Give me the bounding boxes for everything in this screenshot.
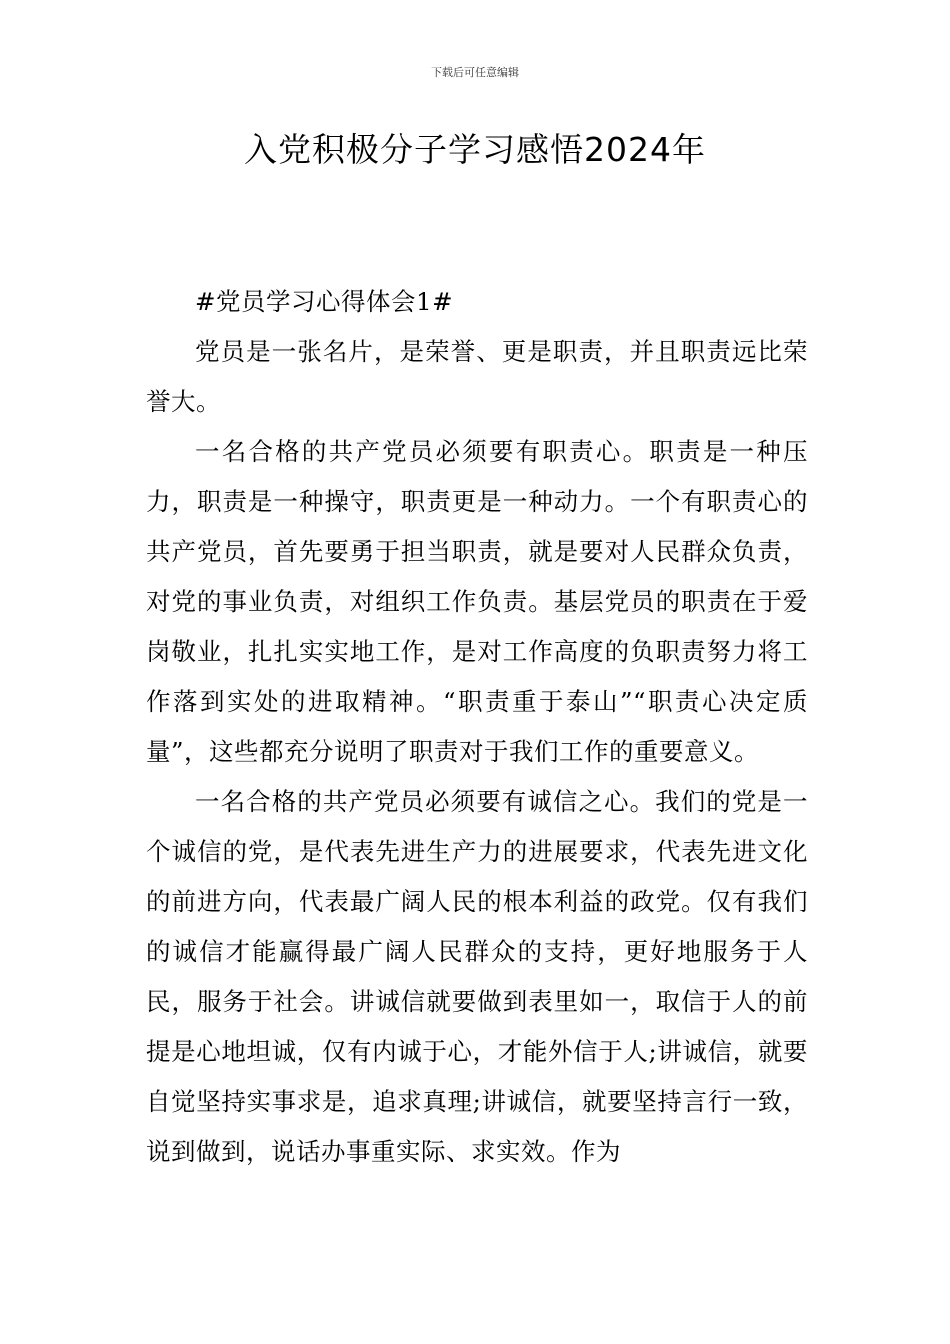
document-body (146, 277, 808, 1177)
paragraph: 党员是一张名片，是荣誉、更是职责，并且职责远比荣誉大。 (146, 337, 808, 416)
page-header-note: 下载后可任意编辑 (431, 66, 519, 79)
paragraph: 一名合格的共产党员必须要有诚信之心。我们的党是一个诚信的党，是代表先进生产力的进展要求，代表先进文化的前进方向，代表最广阔人民的根本利益的政党。仅有我们的诚信才能赢得最广阔人民群众的支持，更好地服务于人民，服务于社会。讲诚信就要做到表里如一，取信于人的前提是心地坦诚，仅有内诚于心，才能外信于人;讲诚信，就要自觉坚持实事求是，追求真理;讲诚信，就要坚持言行一致，说到做到，说话办事重实际、求实效。作为 (146, 787, 808, 1166)
section-heading: #党员学习心得体会1# (195, 287, 454, 316)
paragraph: 一名合格的共产党员必须要有职责心。职责是一种压力，职责是一种操守，职责更是一种动力。一个有职责心的共产党员，首先要勇于担当职责，就是要对人民群众负责，对党的事业负责，对组织工作负责。基层党员的职责在于爱岗敬业，扎扎实实地工作，是对工作高度的负职责努力将工作落到实处的进取精神。“职责重于泰山”“职责心决定质量”，这些都充分说明了职责对于我们工作的重要意义。 (146, 437, 808, 766)
document-title: 入党积极分子学习感悟2024年 (244, 130, 706, 169)
